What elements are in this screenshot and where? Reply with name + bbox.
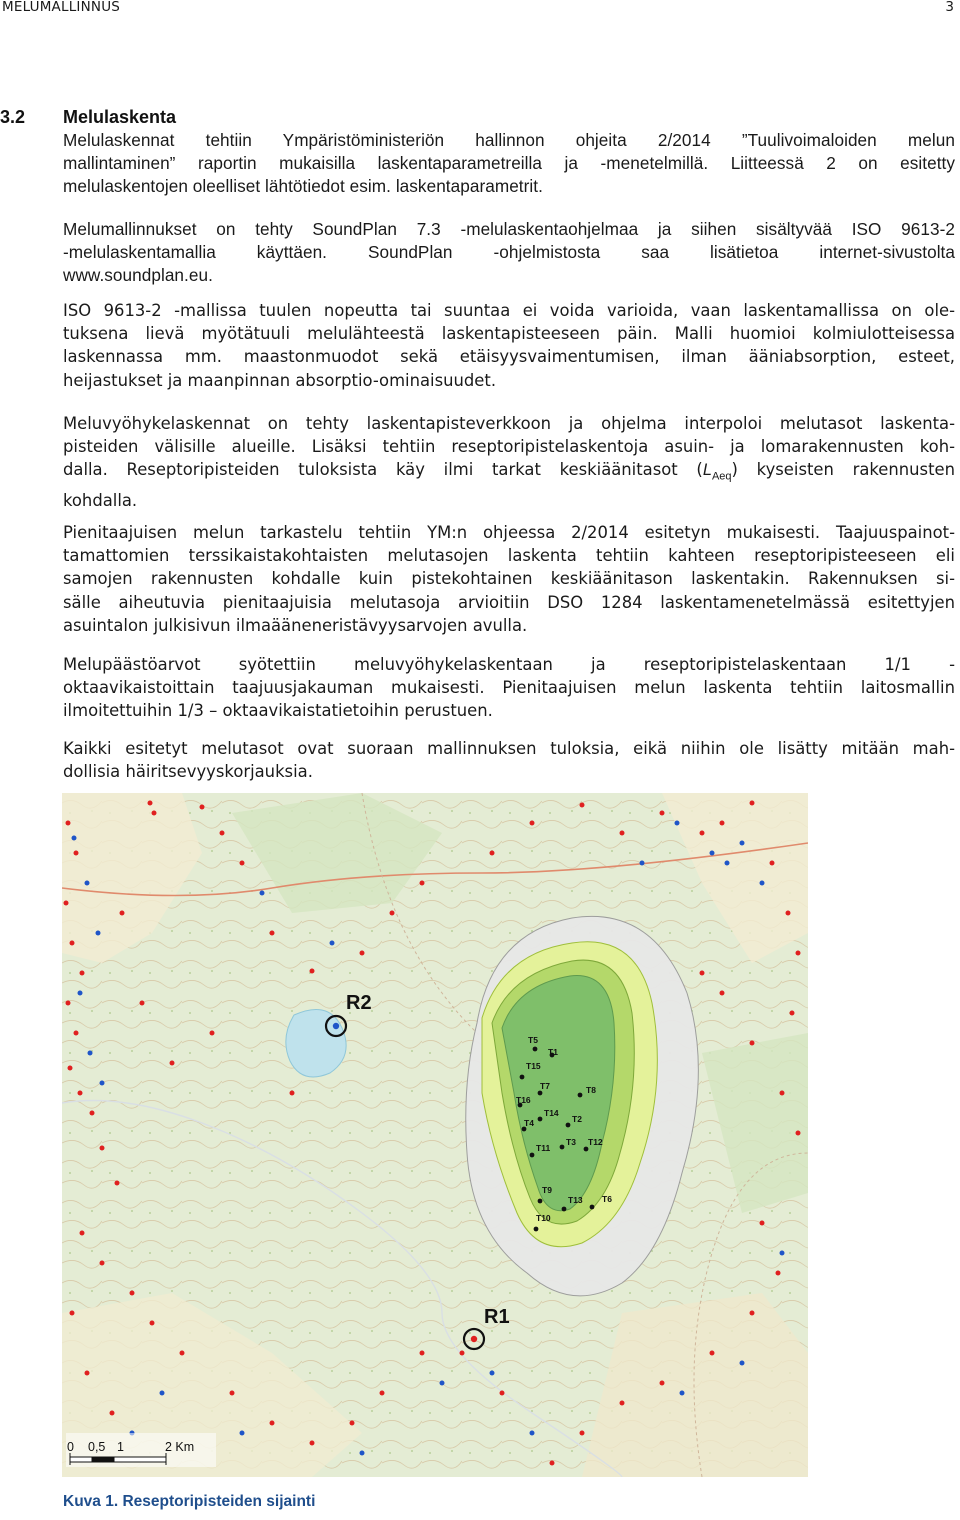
page-header-title: MELUMALLINNUS [2,0,121,15]
turbine-label: T13 [568,1195,583,1205]
turbine-label: T12 [588,1137,603,1147]
paragraph-line: Pienitaajuisen melun tarkastelu tehtiin YM:n ohjeessa 2/2014 esitetyn mukaisesti. Taajuuspainot- [63,523,955,542]
section-title: Melulaskenta [63,107,177,127]
paragraph-6 [63,653,955,723]
paragraph-line: asuintalon julkisivun ilmaääneneristävyysarvojen avulla. [63,615,528,635]
paragraph-line: tamattomien terssikaistakohtaisten melutasojen laskenta tehtiin kahteen reseptoripisteeseen eli [63,546,955,566]
receptor-label: R1 [484,1306,510,1328]
paragraph-line: samojen rakennusten kohdalle kuin pistekohtainen keskiäänitason laskentakin. Rakennuksen si- [63,569,955,589]
paragraph-line: Melupäästöarvot syötettiin meluvyöhykelaskentaan ja reseptoripistelaskentaan 1/1 - [63,655,955,674]
turbine-label: T9 [542,1185,552,1195]
turbine-label: T16 [516,1095,531,1105]
turbine-label: T14 [544,1108,559,1118]
turbine-label: T2 [572,1114,582,1124]
paragraph-5 [63,521,955,637]
paragraph-line: ilmoitettuihin 1/3 – oktaavikaistatietoihin perustuen. [63,701,493,721]
paragraph-7 [63,737,955,783]
paragraph-2 [63,218,955,288]
section-heading [0,107,176,128]
scale-tick-label: 2 Km [165,1440,195,1454]
turbine-label: T6 [602,1194,612,1204]
paragraph-3 [63,299,955,392]
paragraph-line: oktaavikaistoittain taajuusjakauman mukaisesti. Pienitaajuisen melun laskenta tehtiin laitosmallin [63,678,955,698]
turbine-label: T10 [536,1213,551,1223]
paragraph-line: tuksena lievä myötätuuli melulähteestä laskentapisteeseen päin. Malli huomioi kolmiulotteisessa [63,324,955,344]
scale-tick-label: 0,5 [88,1440,106,1454]
paragraph-1 [63,129,955,199]
map-lake [286,1009,346,1077]
scale-bar [66,1433,216,1467]
paragraph-line: dollisia häiritsevyyskorjauksia. [63,762,313,782]
paragraph-line: Melumallinnukset on tehty SoundPlan 7.3 -melulaskentaohjelmaa ja siihen sisältyvää ISO 9613-2 [63,219,955,239]
laeq-symbol: L [702,461,712,480]
paragraph-line-tail: ) kyseisten rakennusten [731,460,955,480]
laeq-subscript: Aeq [711,470,732,483]
paragraph-line: Meluvyöhykelaskennat on tehty laskentapisteverkkoon ja ohjelma interpoloi melutasot laskenta- [63,414,955,433]
receptor-label: R2 [346,992,372,1014]
page-number: 3 [945,0,954,15]
turbine-label: T5 [528,1035,538,1045]
paragraph-line: ISO 9613-2 -mallissa tuulen nopeutta tai suuntaa ei voida varioida, vaan laskentamallissa on ole- [63,301,955,320]
paragraph-line: pisteiden välisille alueille. Lisäksi tehtiin reseptoripistelaskentoja asuin- ja lomarakennusten koh- [63,437,955,457]
map-svg [62,793,808,1477]
turbine-label: T4 [524,1118,534,1128]
turbine-label: T15 [526,1061,541,1071]
paragraph-line: Kaikki esitetyt melutasot ovat suoraan mallinnuksen tuloksia, eikä niihin ole lisätty mitään mah- [63,739,955,758]
turbine-label: T7 [540,1081,550,1091]
paragraph-line: -melulaskentamallia käyttäen. SoundPlan -ohjelmistosta saa lisätietoa internet-sivustolta [63,242,955,263]
paragraph-line-composite [63,458,955,488]
paragraph-line: kohdalla. [63,490,138,510]
paragraph-line: dalla. Reseptoripisteiden tuloksista käy ilmi tarkat keskiäänitasot ( [63,460,703,480]
turbine-label: T11 [536,1143,551,1153]
paragraph-line: mallintaminen” raportin mukaisilla laskentaparametreilla ja -menetelmillä. Liitteessä 2 on esitetty [63,153,955,174]
scale-tick-label: 1 [117,1440,124,1454]
section-number: 3.2 [0,107,26,127]
turbine-label: T8 [586,1085,596,1095]
receptor-map [62,793,808,1477]
turbine-label: T3 [566,1137,576,1147]
paragraph-line: melulaskentojen oleelliset lähtötiedot esim. laskentaparametrit. [63,176,543,197]
scale-tick-label: 0 [67,1440,74,1454]
paragraph-4 [63,412,955,512]
paragraph-line: sälle aiheutuvia pienitaajuisia melutasoja arvioitiin DSO 1284 laskentamenetelmässä esitettyjen [63,592,955,612]
turbine-label: T1 [548,1047,558,1057]
paragraph-line: laskennassa mm. maastonmuodot sekä etäisyysvaimentumisen, ilman ääniabsorption, esteet, [63,347,955,367]
paragraph-line: heijastukset ja maanpinnan absorptio-ominaisuudet. [63,370,497,390]
figure-caption: Kuva 1. Reseptoripisteiden sijainti [63,1493,316,1510]
paragraph-line: Melulaskennat tehtiin Ympäristöministeriön hallinnon ohjeita 2/2014 ”Tuulivoimaloiden melun [63,130,955,150]
paragraph-line: www.soundplan.eu. [63,265,213,286]
